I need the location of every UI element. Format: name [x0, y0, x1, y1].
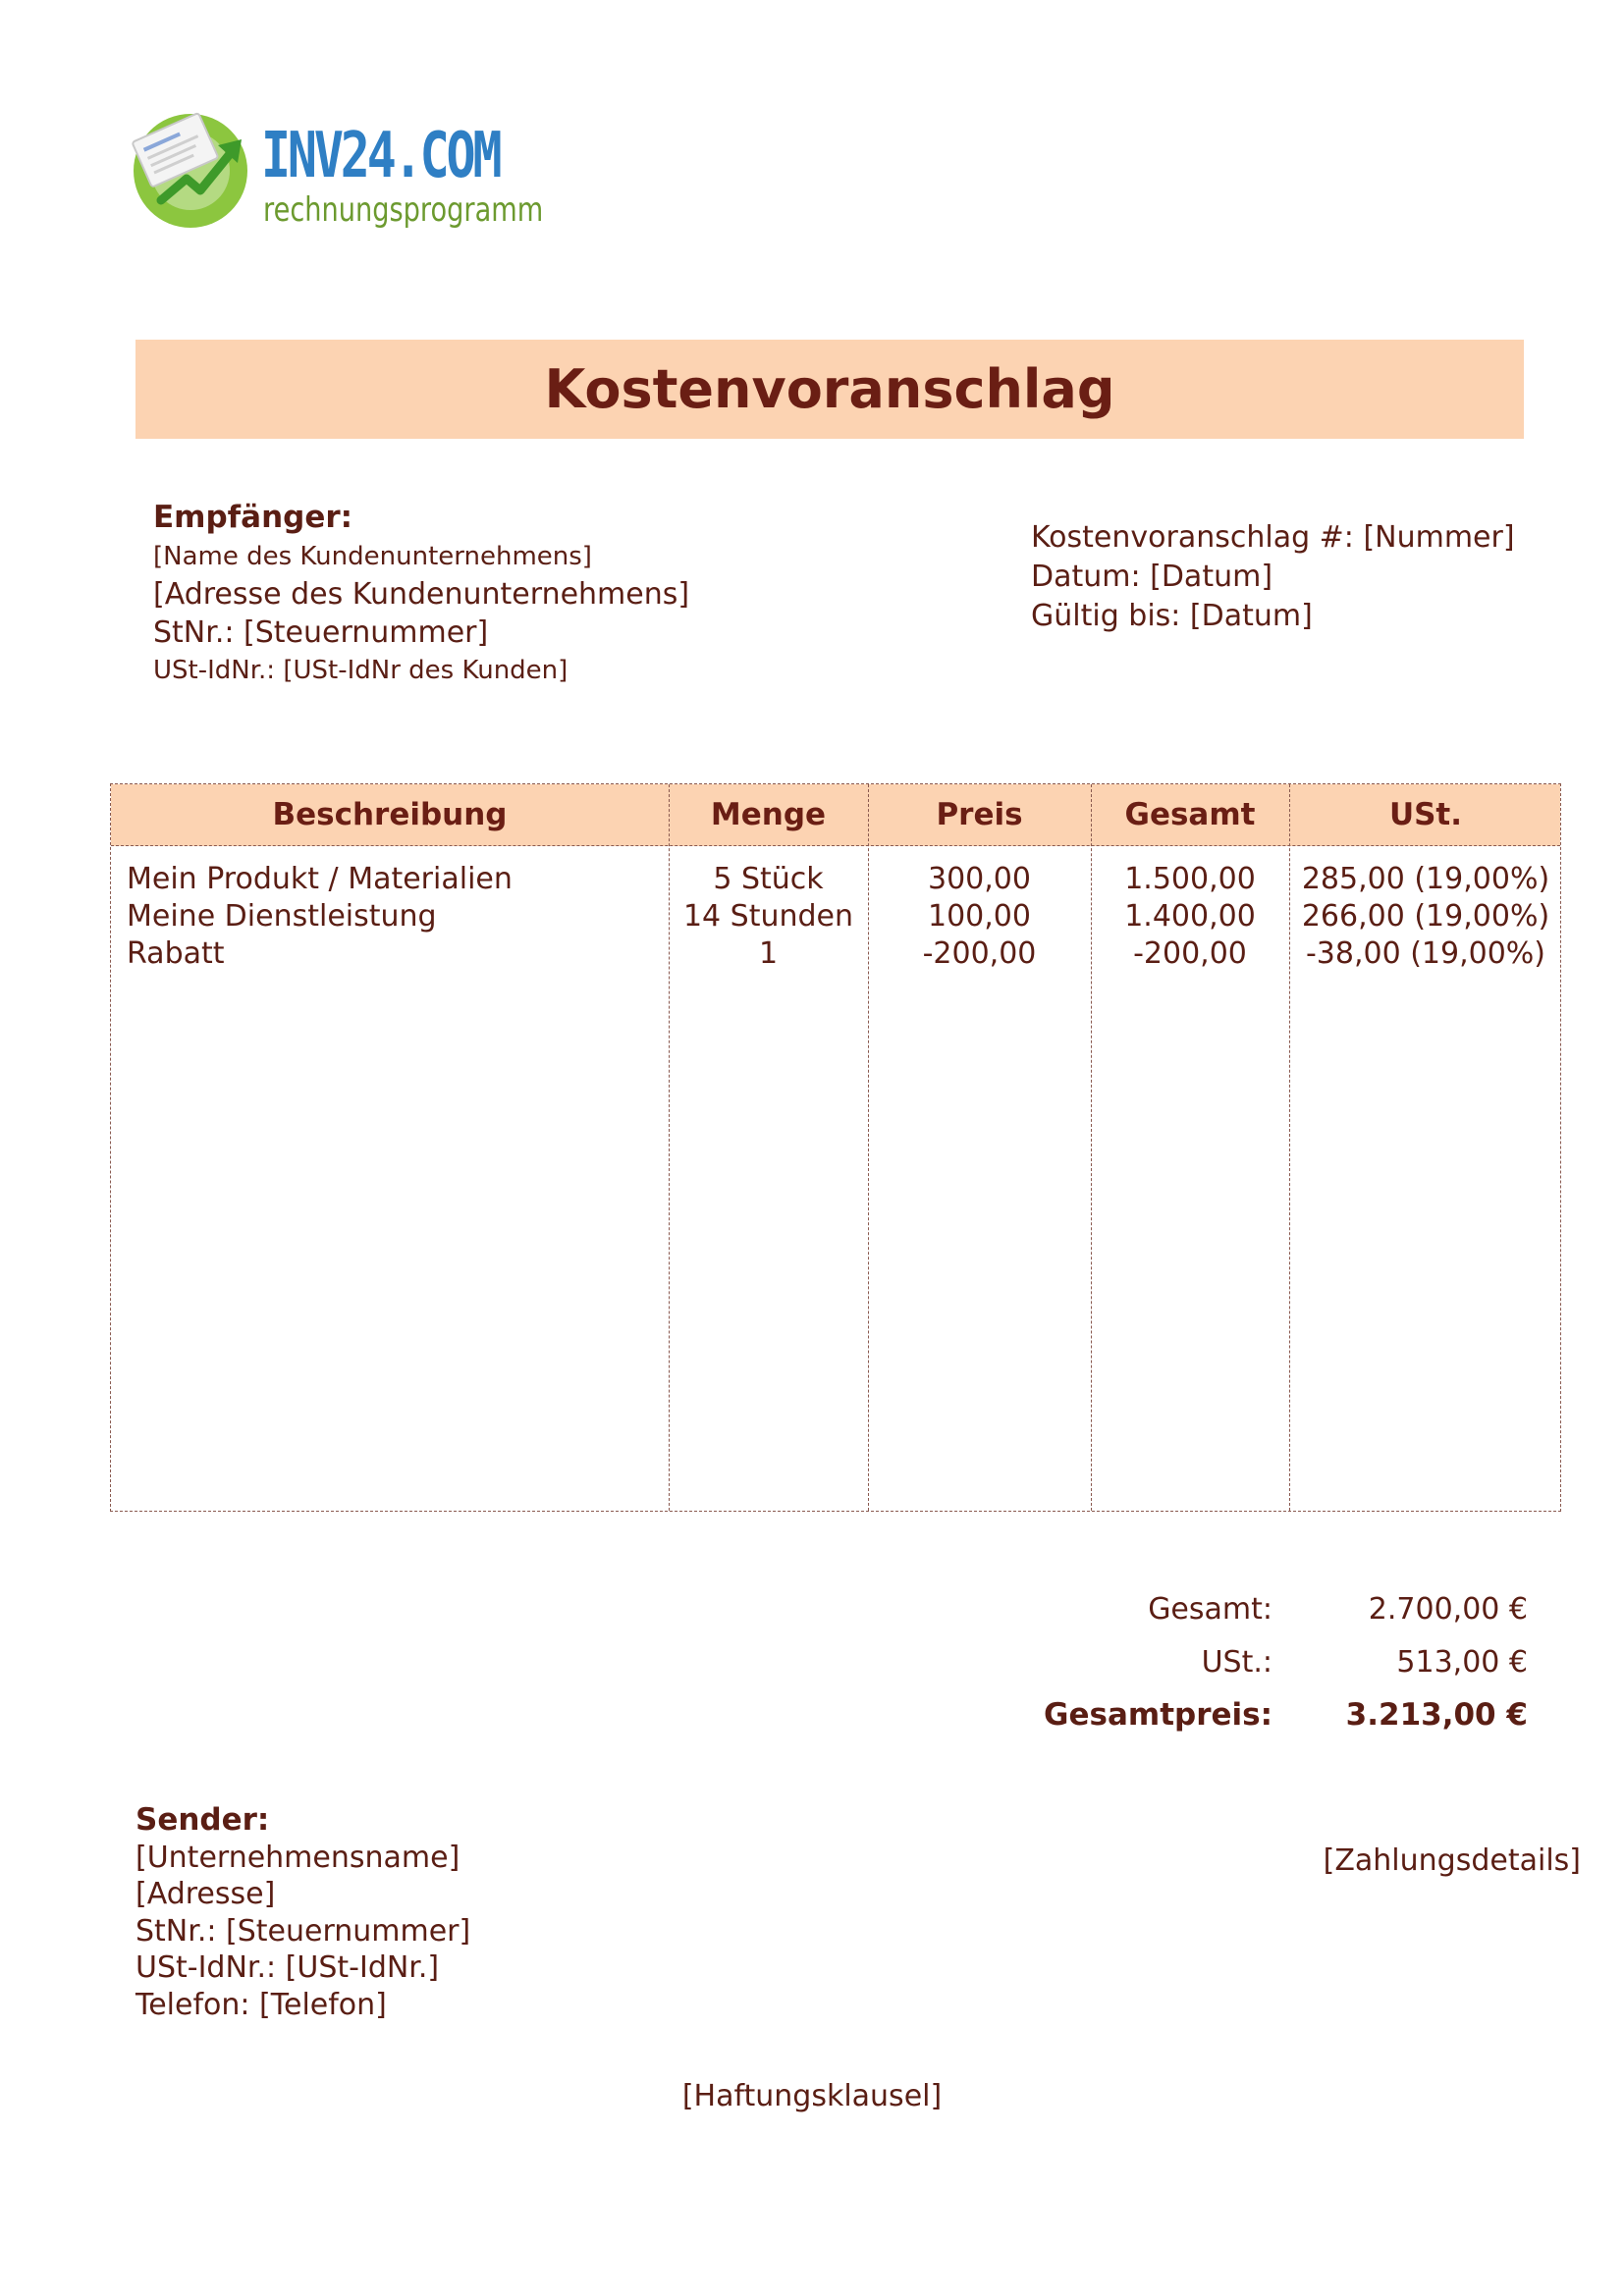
- row-vat: 266,00 (19,00%): [1301, 899, 1550, 934]
- recipient-block: [153, 497, 689, 689]
- sender-tax-number: StNr.: [Steuernummer]: [135, 1913, 471, 1949]
- sender-company: [Unternehmensname]: [135, 1840, 460, 1875]
- vat-total-value: 513,00 €: [1396, 1644, 1528, 1680]
- sender-heading: Sender:: [135, 1802, 270, 1838]
- header-quantity: Menge: [710, 797, 827, 832]
- row-price: 100,00: [928, 899, 1031, 934]
- sender-vat-id: USt-IdNr.: [USt-IdNr.]: [135, 1950, 440, 1985]
- gross-total-value: 3.213,00 €: [1345, 1697, 1528, 1733]
- quote-valid-until: Gültig bis: [Datum]: [1031, 599, 1313, 633]
- logo-tagline: rechnungsprogramm: [263, 190, 544, 230]
- sender-phone: Telefon: [Telefon]: [135, 1987, 387, 2022]
- gross-total-row: [982, 1688, 1532, 1741]
- recipient-vat-id: USt-IdNr.: [USt-IdNr des Kunden]: [153, 656, 568, 685]
- recipient-heading: Empfänger:: [153, 500, 353, 535]
- row-description: Mein Produkt / Materialien: [127, 862, 513, 896]
- row-quantity: 14 Stunden: [682, 899, 854, 934]
- sender-block: [135, 1802, 470, 2023]
- document-title: Kostenvoranschlag: [544, 358, 1115, 420]
- row-price: 300,00: [928, 862, 1031, 896]
- row-total: -200,00: [1133, 936, 1247, 971]
- sender-address: [Adresse]: [135, 1877, 276, 1911]
- logo-wordmark: INV24.COM: [261, 120, 500, 192]
- net-total-value: 2.700,00 €: [1368, 1591, 1528, 1627]
- row-total: 1.500,00: [1124, 862, 1256, 896]
- quote-date: Datum: [Datum]: [1031, 560, 1273, 594]
- row-description: Rabatt: [127, 936, 225, 971]
- title-bar: [135, 340, 1524, 439]
- payment-details: [Zahlungsdetails]: [1323, 1843, 1581, 1878]
- gross-total-label: Gesamtpreis:: [1044, 1697, 1272, 1733]
- items-table: [110, 783, 1561, 1512]
- recipient-name: [Name des Kundenunternehmens]: [153, 542, 592, 571]
- row-description: Meine Dienstleistung: [127, 899, 437, 934]
- header-total: Gesamt: [1124, 797, 1256, 832]
- quote-number: Kostenvoranschlag #: [Nummer]: [1031, 520, 1515, 555]
- vat-total-label: USt.:: [1201, 1644, 1272, 1680]
- header-description: Beschreibung: [272, 797, 508, 832]
- net-total-row: [982, 1582, 1532, 1635]
- document-meta: [1031, 518, 1515, 636]
- row-total: 1.400,00: [1124, 899, 1256, 934]
- logo-icon: [132, 106, 259, 234]
- recipient-address: [Adresse des Kundenunternehmens]: [153, 577, 690, 612]
- row-vat: 285,00 (19,00%): [1301, 862, 1550, 896]
- net-total-label: Gesamt:: [1148, 1591, 1272, 1627]
- company-logo: [132, 106, 544, 234]
- header-price: Preis: [936, 797, 1023, 832]
- totals-block: [982, 1582, 1532, 1741]
- recipient-tax-number: StNr.: [Steuernummer]: [153, 615, 489, 650]
- row-price: -200,00: [922, 936, 1037, 971]
- liability-clause: [Haftungsklausel]: [681, 2079, 943, 2113]
- row-quantity: 5 Stück: [713, 862, 824, 896]
- row-quantity: 1: [758, 936, 779, 971]
- vat-total-row: [982, 1635, 1532, 1688]
- row-vat: -38,00 (19,00%): [1305, 936, 1546, 971]
- header-vat: USt.: [1388, 797, 1463, 832]
